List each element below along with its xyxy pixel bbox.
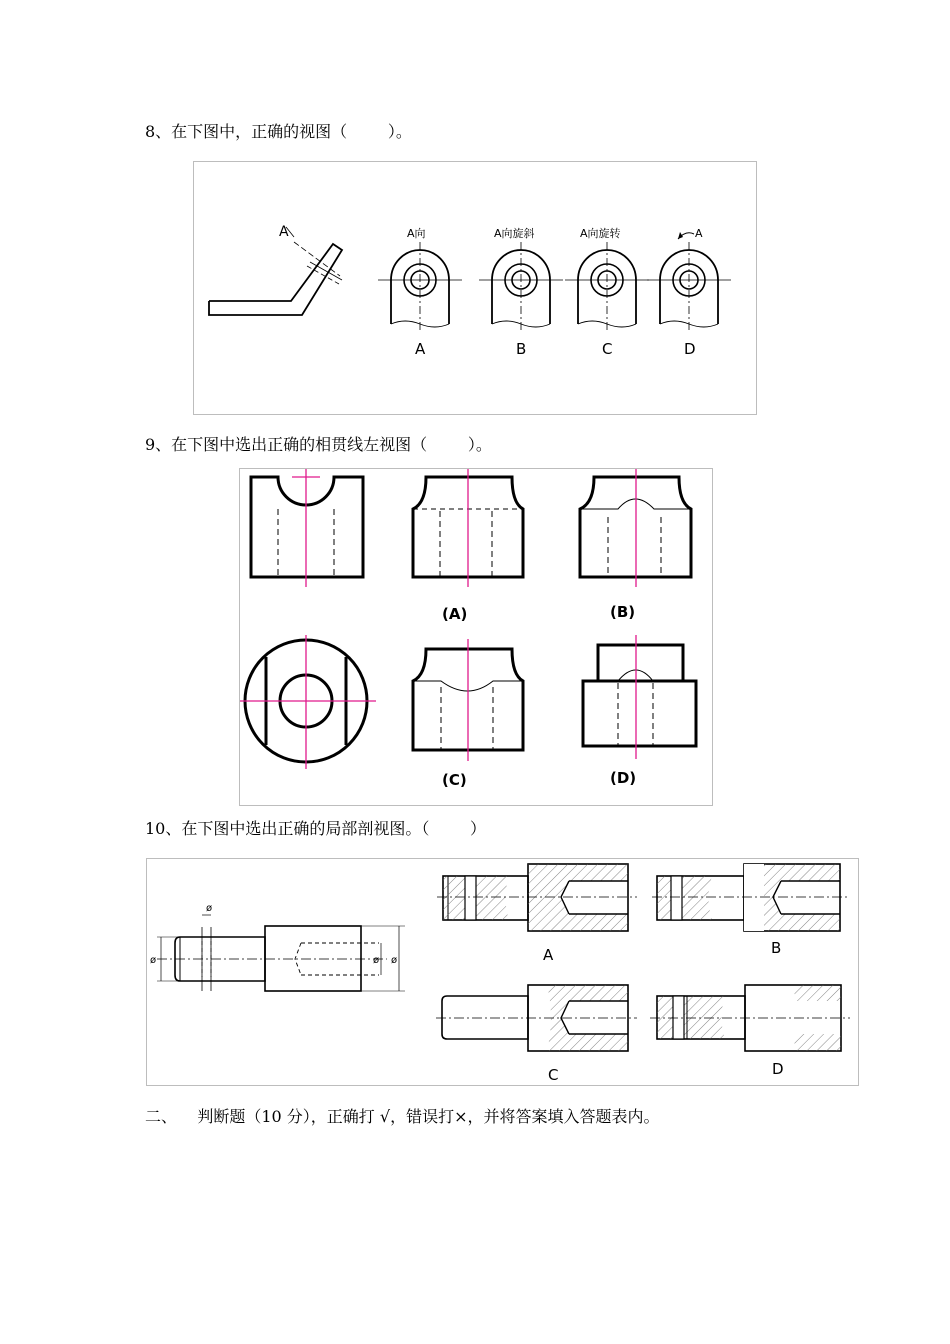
option-b-view [580, 469, 691, 587]
question-8-text: 8、在下图中，正确的视图（ ）。 [145, 122, 412, 141]
direction-mark: A [279, 224, 289, 240]
dim-symbol-top: ø [206, 903, 213, 914]
view-title-d: A [695, 227, 703, 240]
option-label-d: D [684, 340, 696, 358]
figure-9-box [239, 468, 713, 806]
shaft-original-view [157, 915, 405, 991]
option-label-b: B [516, 340, 527, 358]
question-9-text: 9、在下图中选出正确的相贯线左视图（ ）。 [145, 435, 492, 454]
figure-8-drawing [194, 162, 756, 414]
question-10-text: 10、在下图中选出正确的局部剖视图。（ ） [145, 819, 487, 838]
front-view [251, 469, 363, 587]
option-d-view [583, 635, 696, 759]
option-a-view [413, 469, 523, 587]
figure-10-box [146, 858, 859, 1086]
option-label-b: (B) [610, 603, 636, 621]
option-label-b: B [771, 939, 782, 957]
figure-8-box [193, 161, 757, 415]
section-2-heading: 二、 判断题（10 分），正确打 √，错误打×，并将答案填入答题表内。 [145, 1107, 660, 1126]
option-label-a: (A) [442, 605, 468, 623]
top-view [240, 635, 376, 769]
figure-10-drawing [147, 859, 858, 1085]
view-title-c: A向旋转 [580, 227, 621, 240]
figure-9-drawing [240, 469, 712, 805]
view-title-a: A向 [407, 227, 426, 240]
dim-symbol-right: ø [391, 955, 398, 966]
section-option-b [652, 864, 850, 931]
bent-plate-part [209, 227, 342, 315]
option-label-c: C [602, 340, 613, 358]
option-label-d: D [772, 1060, 784, 1078]
option-c-view [413, 639, 523, 761]
dim-symbol-inner: ø [373, 955, 380, 966]
view-a [378, 242, 462, 330]
dim-symbol-left: ø [150, 955, 157, 966]
option-label-a: A [543, 946, 554, 964]
option-label-a: A [415, 340, 426, 358]
section-option-d [650, 985, 850, 1051]
view-c [565, 242, 649, 330]
section-option-a [437, 864, 637, 931]
option-label-d: (D) [610, 769, 637, 787]
view-b [479, 242, 563, 330]
view-title-b: A向旋斜 [494, 227, 535, 240]
view-d [647, 242, 731, 330]
section-option-c [436, 985, 637, 1051]
option-label-c: (C) [442, 771, 467, 789]
option-label-c: C [548, 1066, 559, 1084]
